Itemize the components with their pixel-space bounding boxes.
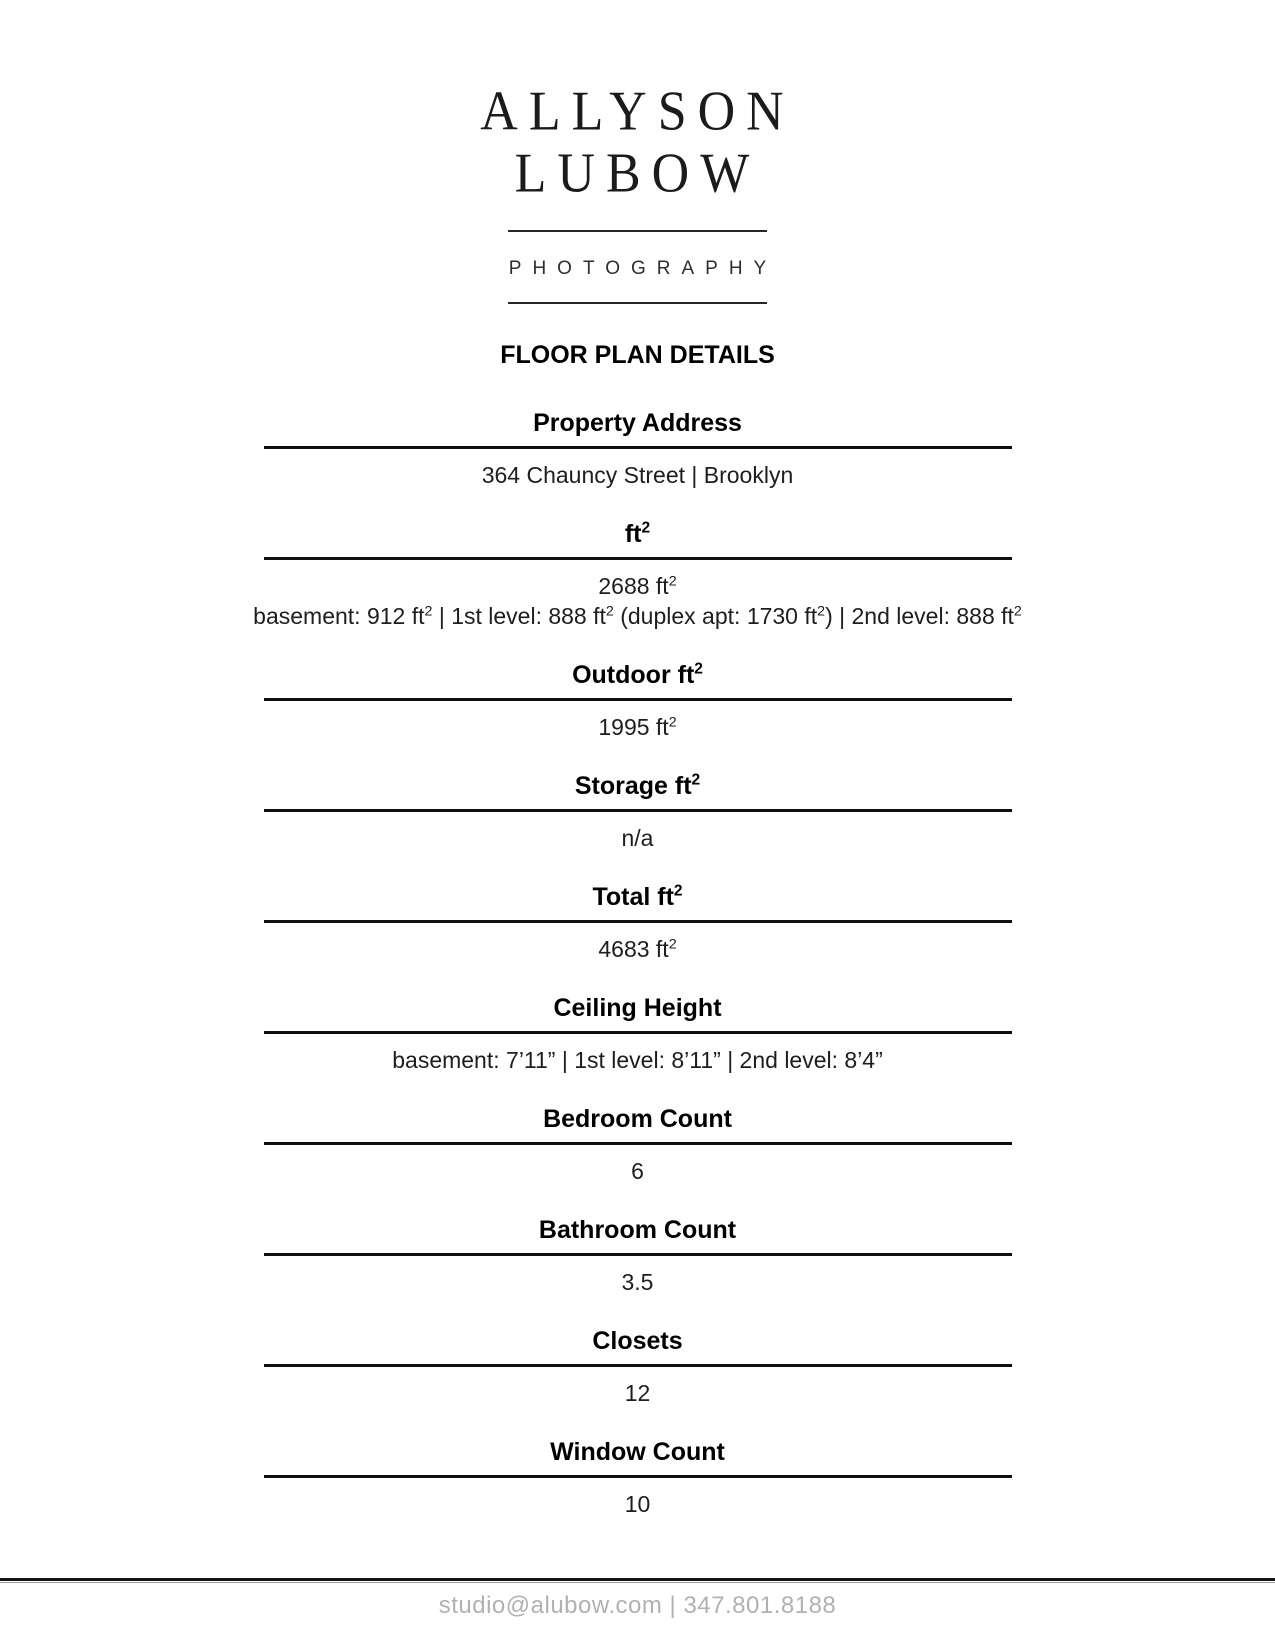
section-label: $ft^2$ (624, 519, 651, 548)
section-divider (264, 557, 1012, 560)
section-property-address (0, 408, 1275, 490)
section-window-count (0, 1437, 1275, 1519)
section-bathroom-count (0, 1215, 1275, 1297)
section-value: basement: 7’11” | 1st level: 8’11” | 2nd level: 8’4” (392, 1047, 883, 1073)
section-divider (264, 1142, 1012, 1145)
studio-logo (0, 0, 1275, 304)
section-divider (264, 1475, 1012, 1478)
section-storage-sq-ft (0, 771, 1275, 853)
section-closets (0, 1326, 1275, 1408)
section-value-detail: basement: 912 $ft^2$ | 1st level: 888 $ft^2$ (duplex apt: 1730 $ft^2$) | 2nd level: 888 $ft^2$ (253, 603, 1022, 629)
section-divider (264, 446, 1012, 449)
footer-divider (0, 1578, 1275, 1584)
details-list (0, 408, 1275, 1519)
section-value: 10 (624, 1491, 651, 1517)
section-value: 4683 $ft^2$ (598, 936, 677, 962)
section-divider (264, 1031, 1012, 1034)
section-value: 6 (631, 1158, 644, 1184)
section-label: Outdoor $ft^2$ (572, 660, 703, 689)
section-divider (264, 809, 1012, 812)
section-value: n/a (621, 825, 654, 851)
section-divider (264, 920, 1012, 923)
section-label: Ceiling Height (553, 994, 722, 1022)
section-value: 1995 $ft^2$ (598, 714, 677, 740)
section-label: Total $ft^2$ (592, 882, 683, 911)
section-outdoor-sq-ft (0, 660, 1275, 742)
logo-divider-top (508, 230, 767, 232)
section-value: 364 Chauncy Street | Brooklyn (481, 462, 794, 488)
page-footer (0, 1578, 1275, 1620)
logo-divider-bottom (508, 302, 767, 304)
section-divider (264, 1364, 1012, 1367)
section-total-sq-ft (0, 882, 1275, 964)
logo-name-line1: ALLYSON (480, 80, 795, 143)
section-label: Bedroom Count (543, 1105, 732, 1133)
page-title: FLOOR PLAN DETAILS (500, 341, 775, 369)
section-sq-ft (0, 519, 1275, 631)
section-label: Bathroom Count (538, 1216, 737, 1244)
section-value: 12 (624, 1380, 651, 1406)
section-label: Closets (592, 1327, 683, 1355)
section-value: 3.5 (621, 1269, 654, 1295)
logo-subtitle: PHOTOGRAPHY (508, 258, 778, 279)
section-value: 2688 $ft^2$ (598, 573, 677, 599)
section-ceiling-height (0, 993, 1275, 1075)
logo-name-line2: LUBOW (514, 142, 761, 205)
section-divider (264, 1253, 1012, 1256)
section-bedroom-count (0, 1104, 1275, 1186)
section-label: Window Count (550, 1438, 725, 1466)
section-label: Property Address (533, 409, 742, 437)
section-label: Storage $ft^2$ (574, 771, 701, 800)
section-divider (264, 698, 1012, 701)
footer-contact: studio@alubow.com | 347.801.8188 (438, 1592, 837, 1619)
